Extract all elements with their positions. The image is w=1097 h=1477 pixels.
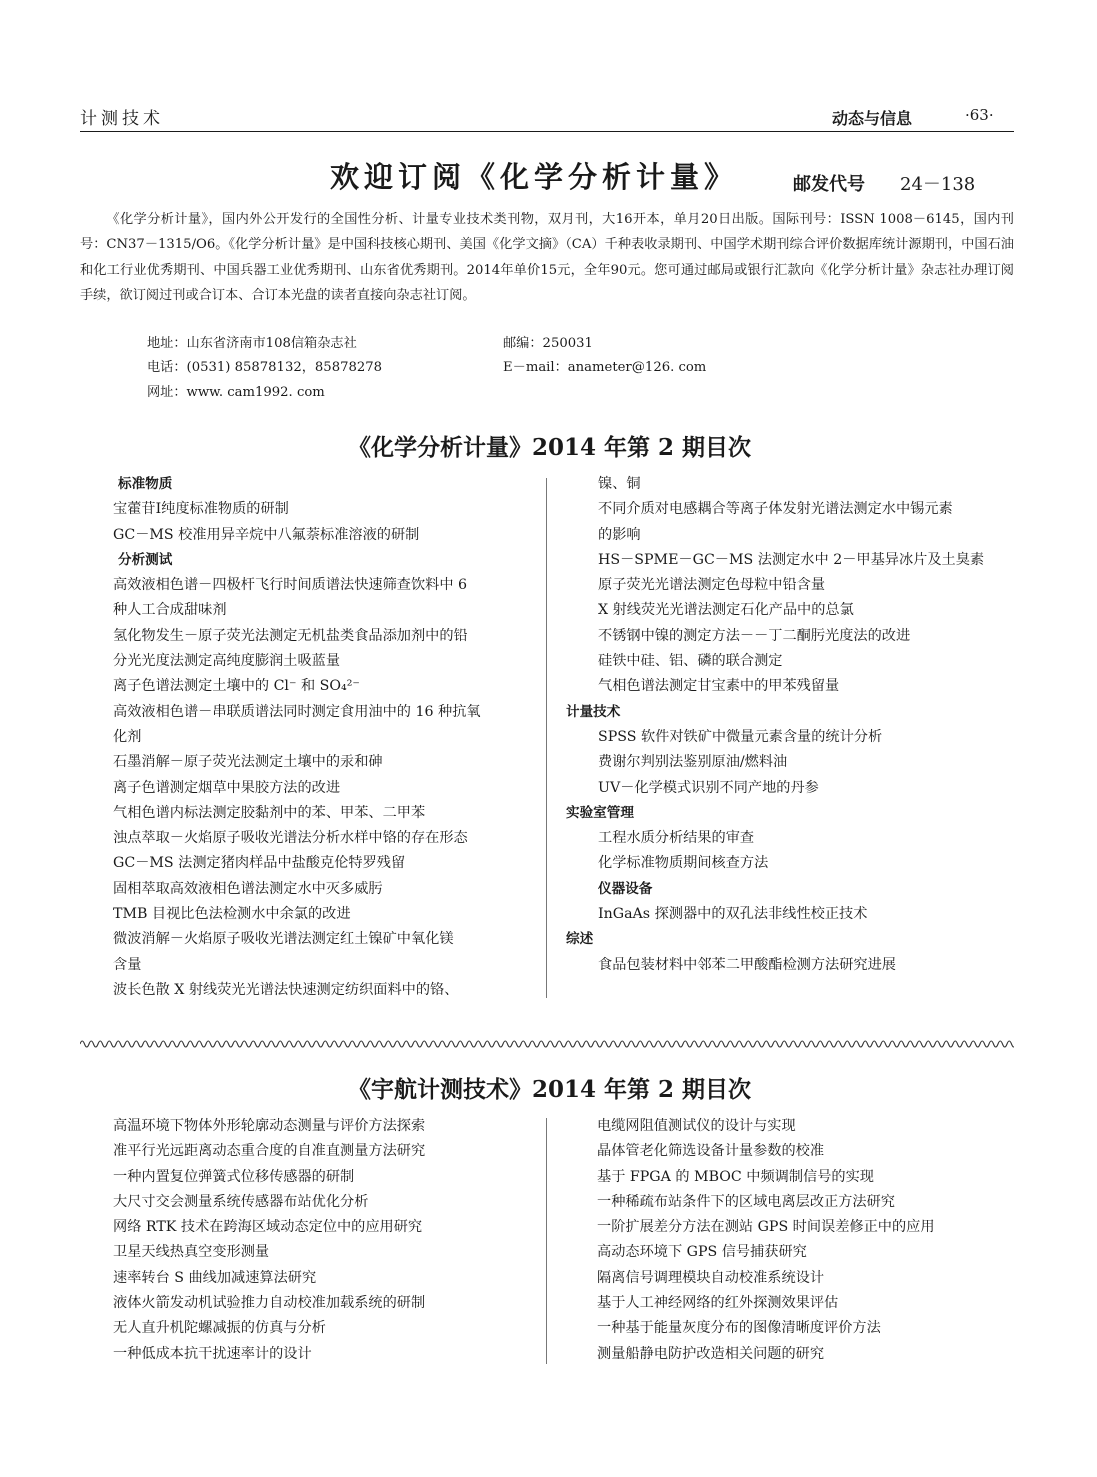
toc-item: 高动态环境下 GPS 信号捕获研究 <box>597 1244 807 1261</box>
toc-item: 分光光度法测定高纯度膨润土吸蓝量 <box>113 653 341 670</box>
toc-item: 电缆网阻值测试仪的设计与实现 <box>597 1118 796 1134</box>
toc-category: 实验室管理 <box>566 804 634 821</box>
toc-item: 无人直升机陀螺减振的仿真与分析 <box>113 1320 326 1337</box>
toc-item: 含量 <box>113 956 142 973</box>
zip-line: 邮编：250031 <box>503 336 593 351</box>
toc2-left-column <box>113 1114 533 1367</box>
toc-item: InGaAs 探测器中的双孔法非线性校正技术 <box>598 906 868 923</box>
toc-item: 气相色谱内标法测定胶黏剂中的苯、甲苯、二甲苯 <box>113 804 426 821</box>
toc1-right-column <box>566 472 1016 978</box>
toc-item: X 射线荧光光谱法测定石化产品中的总氯 <box>598 602 854 619</box>
toc-category: 计量技术 <box>566 703 621 720</box>
toc-item: GC－MS 法测定猪肉样品中盐酸克伦特罗残留 <box>113 855 406 872</box>
toc-item: TMB 目视比色法检测水中余氯的改进 <box>113 906 351 923</box>
toc-item: 浊点萃取－火焰原子吸收光谱法分析水样中铬的存在形态 <box>113 830 468 847</box>
toc2-right-column <box>597 1114 1017 1367</box>
toc-item: UV－化学模式识别不同产地的丹参 <box>598 779 819 796</box>
toc-item: 固相萃取高效液相色谱法测定水中灭多威肟 <box>113 880 383 897</box>
toc-item: 气相色谱法测定甘宝素中的甲苯残留量 <box>598 678 840 695</box>
phone-line: 电话：(0531) 85878132，85878278 <box>147 360 383 375</box>
toc-item: 基于人工神经网络的红外探测效果评估 <box>597 1295 839 1312</box>
toc-item: 费谢尔判别法鉴别原油/燃料油 <box>598 754 788 771</box>
address-line: 地址：山东省济南市108信箱杂志社 <box>147 336 357 351</box>
toc-item: 离子色谱测定烟草中果胶方法的改进 <box>113 779 341 796</box>
website-line: 网址：www. cam1992. com <box>147 385 325 400</box>
toc-item: 网络 RTK 技术在跨海区域动态定位中的应用研究 <box>113 1219 423 1236</box>
email-line: E－mail：anameter@126. com <box>503 360 707 375</box>
toc-item: 隔离信号调理模块自动校准系统设计 <box>597 1269 825 1286</box>
toc-item: 一阶扩展差分方法在测站 GPS 时间误差修正中的应用 <box>597 1219 935 1236</box>
page-number: ·63· <box>965 106 994 124</box>
toc-item: SPSS 软件对铁矿中微量元素含量的统计分析 <box>598 728 883 745</box>
running-header-section: 动态与信息 <box>832 109 913 128</box>
toc-item: 食品包装材料中邻苯二甲酸酯检测方法研究进展 <box>598 956 896 973</box>
toc2-title: 《宇航计测技术》2014 年第 2 期目次 <box>348 1076 752 1103</box>
toc-item: 大尺寸交会测量系统传感器布站优化分析 <box>113 1193 369 1210</box>
toc-item: 硅铁中硅、铝、磷的联合测定 <box>598 653 783 670</box>
toc-item: 晶体管老化筛选设备计量参数的校准 <box>597 1143 825 1160</box>
toc1-left-column <box>113 472 533 1003</box>
wavy-separator <box>80 1036 1014 1052</box>
toc-category: 分析测试 <box>118 551 173 568</box>
toc-item: GC－MS 校准用异辛烷中八氟萘标准溶液的研制 <box>113 526 420 543</box>
toc-item: 速率转台 S 曲线加减速算法研究 <box>113 1269 317 1286</box>
toc-category: 综述 <box>566 931 594 948</box>
toc-item: 微波消解－火焰原子吸收光谱法测定红土镍矿中氧化镁 <box>113 931 454 948</box>
toc-item: 高温环境下物体外形轮廓动态测量与评价方法探索 <box>113 1118 426 1134</box>
toc-item: 石墨消解－原子荧光法测定土壤中的汞和砷 <box>113 754 383 771</box>
toc-item: 工程水质分析结果的审查 <box>598 830 755 847</box>
toc-item: 测量船静电防护改造相关问题的研究 <box>597 1345 825 1362</box>
postal-code-value: 24－138 <box>900 174 976 195</box>
toc-item: 不同介质对电感耦合等离子体发射光谱法测定水中锡元素 <box>598 501 953 518</box>
toc-item: 一种稀疏布站条件下的区域电离层改正方法研究 <box>597 1193 895 1210</box>
running-header-journal: 计测技术 <box>80 109 164 129</box>
toc-item: 一种基于能量灰度分布的图像清晰度评价方法 <box>597 1320 881 1337</box>
toc2-column-divider <box>546 1118 547 1364</box>
toc-item: 波长色散 X 射线荧光光谱法快速测定纺织面料中的铬、 <box>113 981 459 998</box>
subscription-title: 欢迎订阅《化学分析计量》 <box>330 160 739 194</box>
toc-item: 化学标准物质期间核查方法 <box>598 855 769 872</box>
toc-item: 镍、铜 <box>598 476 641 492</box>
toc-item: 氢化物发生－原子荧光法测定无机盐类食品添加剂中的铅 <box>113 627 468 644</box>
toc-category: 标准物质 <box>118 476 173 492</box>
toc-item: 离子色谱法测定土壤中的 Cl⁻ 和 SO₄²⁻ <box>113 678 360 695</box>
toc-item: 准平行光远距离动态重合度的自准直测量方法研究 <box>113 1143 426 1160</box>
toc-item: 高效液相色谱－四极杆飞行时间质谱法快速筛查饮料中 6 <box>113 577 468 594</box>
toc-item: 一种内置复位弹簧式位移传感器的研制 <box>113 1168 355 1185</box>
toc-item: 原子荧光光谱法测定色母粒中铅含量 <box>598 577 826 594</box>
toc-item: 宝藿苷Ⅰ纯度标准物质的研制 <box>113 501 289 518</box>
subscription-body: 《化学分析计量》，国内外公开发行的全国性分析、计量专业技术类刊物，双月刊，大16开本，单月20日出版。国际刊号：ISSN 1008－6145，国内刊号：CN37－1315/O6。《化学分析计量》是中国科技核心期刊、美国《化学文摘》（CA）千种表收录期刊、中国学术期刊综合评价数据库统计源期刊，中国石油和化工行业优秀期刊、中国兵器工业优秀期刊、山东省优秀期刊。2014年单价15元，全年90元。您可通过邮局或银行汇款向《化学分析计量》杂志社办理订阅手续，欲订阅过刊或合订本、合订本光盘的读者直接向杂志社订阅。 <box>80 212 1014 303</box>
toc-item: 不锈钢中镍的测定方法－－丁二酮肟光度法的改进 <box>598 627 911 644</box>
toc-item: 基于 FPGA 的 MBOC 中频调制信号的实现 <box>597 1168 874 1185</box>
toc-item: 高效液相色谱－串联质谱法同时测定食用油中的 16 种抗氧 <box>113 703 481 720</box>
toc-item: 液体火箭发动机试验推力自动校准加载系统的研制 <box>113 1295 426 1312</box>
toc-item: 种人工合成甜味剂 <box>113 602 227 619</box>
postal-code-label: 邮发代号 <box>793 174 865 195</box>
toc-item: HS－SPME－GC－MS 法测定水中 2－甲基异冰片及土臭素 <box>598 551 985 568</box>
header-rule <box>80 131 1014 132</box>
toc-item: 化剂 <box>113 728 142 745</box>
toc1-column-divider <box>546 478 547 998</box>
toc-item: 卫星天线热真空变形测量 <box>113 1244 270 1261</box>
toc-item: 一种低成本抗干扰速率计的设计 <box>113 1345 312 1362</box>
toc1-title: 《化学分析计量》2014 年第 2 期目次 <box>348 434 752 461</box>
toc-subcategory: 仪器设备 <box>598 880 653 897</box>
toc-item: 的影响 <box>598 526 641 543</box>
